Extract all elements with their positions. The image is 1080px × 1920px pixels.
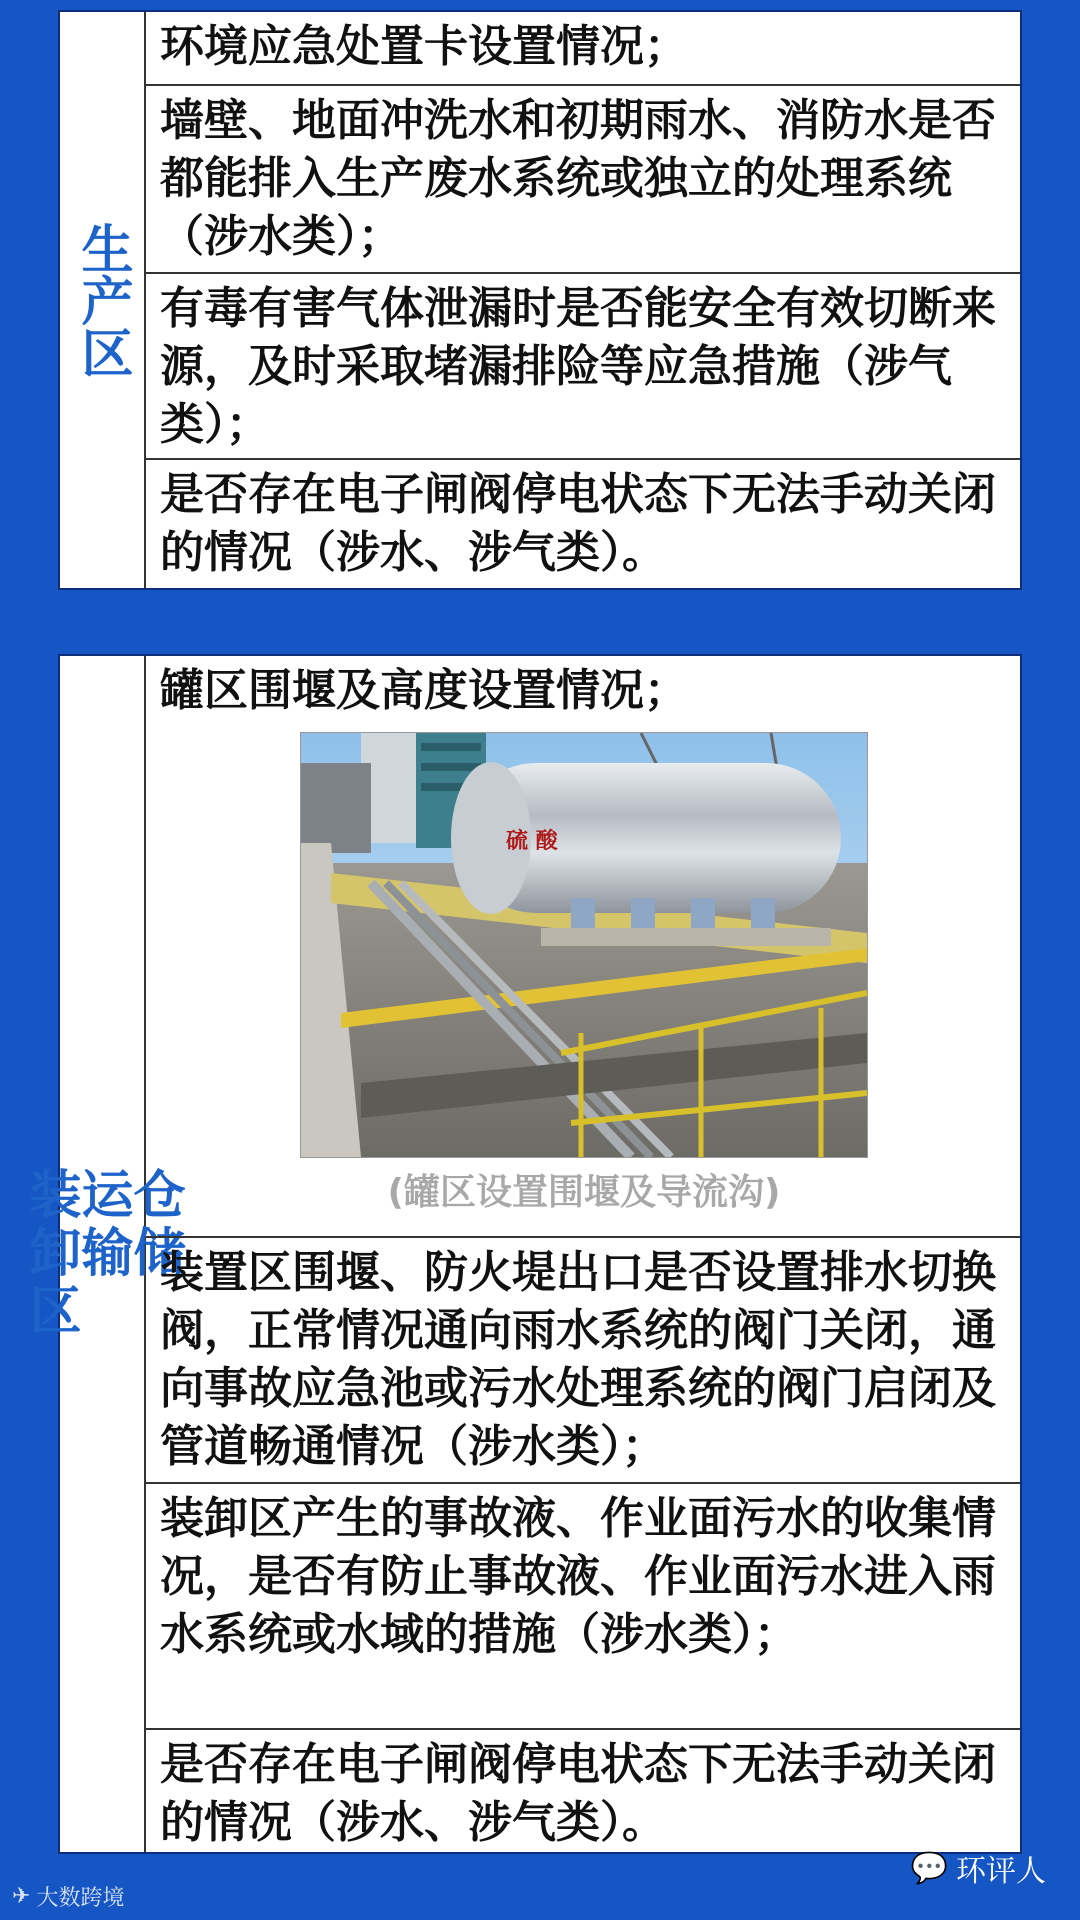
wechat-account xyxy=(911,1846,1046,1890)
tank-area-photo xyxy=(300,732,868,1158)
tank-area-item xyxy=(146,656,1020,1238)
check-item: 墙壁、地面冲洗水和初期雨水、消防水是否都能排入生产废水系统或独立的处理系统（涉水类）； xyxy=(146,86,1020,274)
logo-icon: ✈ xyxy=(12,1884,31,1909)
watermark-logo xyxy=(12,1881,124,1912)
item-rows xyxy=(146,656,1020,1852)
category-cell xyxy=(20,656,184,1852)
photo-caption: (罐区设置围堰及导流沟) xyxy=(387,1172,781,1213)
production-area-table xyxy=(58,10,1022,590)
storage-transport-table xyxy=(20,654,1022,1854)
check-item: 环境应急处置卡设置情况； xyxy=(146,12,1020,86)
check-item: 有毒有害气体泄漏时是否能安全有效切断来源，及时采取堵漏排险等应急措施（涉气类）； xyxy=(146,274,1020,460)
check-item: 罐区围堰及高度设置情况； xyxy=(160,665,688,716)
category-cell xyxy=(60,12,146,588)
wechat-name: 环评人 xyxy=(956,1854,1046,1889)
check-item: 装卸区产生的事故液、作业面污水的收集情况，是否有防止事故液、作业面污水进入雨水系统或水域的措施（涉水类）； xyxy=(146,1484,1020,1730)
category-production-area: 生产区 xyxy=(72,222,132,378)
item-rows xyxy=(146,12,1020,588)
check-item: 装置区围堰、防火堤出口是否设置排水切换阀，正常情况通向雨水系统的阀门关闭，通向事故应急池或污水处理系统的阀门启闭及管道畅通情况（涉水类）； xyxy=(146,1238,1020,1484)
check-item: 是否存在电子闸阀停电状态下无法手动关闭的情况（涉水、涉气类）。 xyxy=(160,1739,996,1848)
check-item: 是否存在电子闸阀停电状态下无法手动关闭的情况（涉水、涉气类）。 xyxy=(160,469,996,578)
tank-photo-illustration xyxy=(301,733,867,1157)
wechat-icon: 💬 xyxy=(910,1850,948,1886)
category-storage-loading: 仓储 运输 装卸区 xyxy=(20,1167,184,1341)
tank-label: 硫 酸 xyxy=(506,829,558,854)
logo-text: 大数跨境 xyxy=(36,1886,125,1911)
